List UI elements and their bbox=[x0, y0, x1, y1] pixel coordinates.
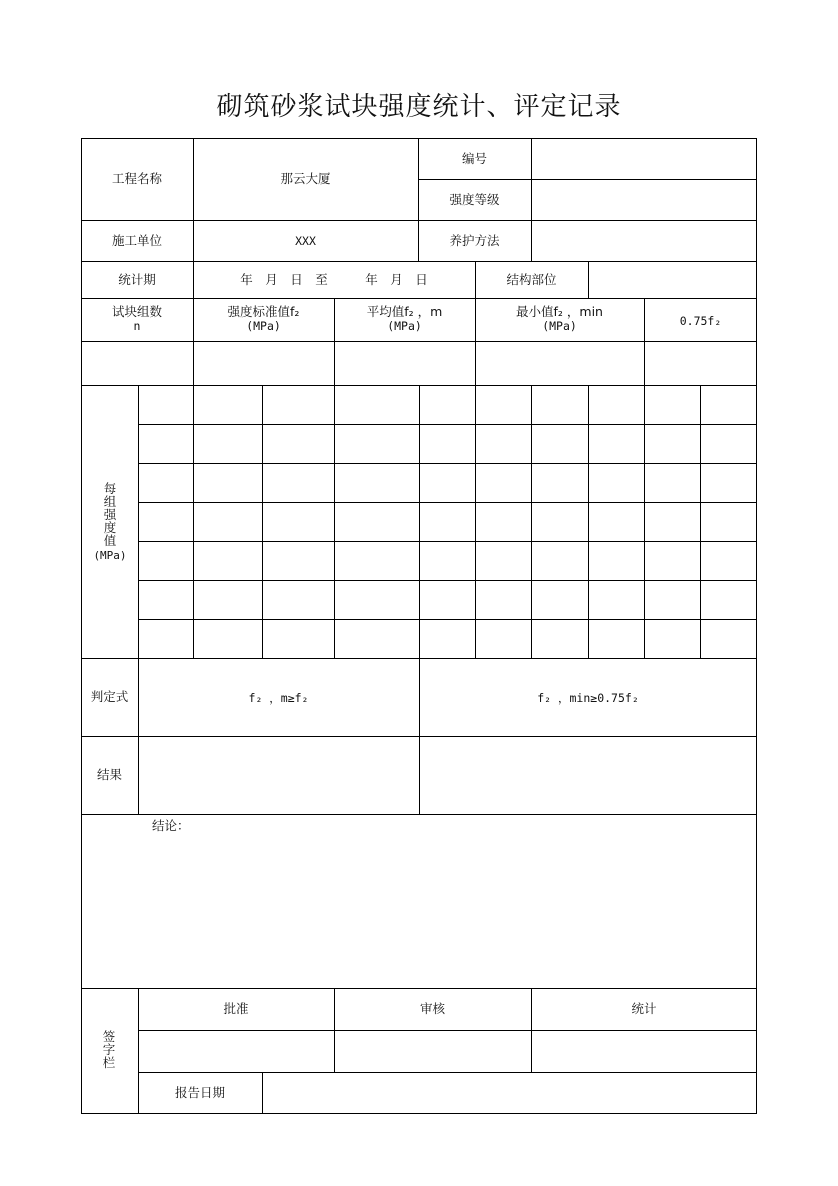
curing-method-label: 养护方法 bbox=[449, 233, 500, 248]
approve-label: 批准 bbox=[223, 1001, 249, 1016]
group-values-label bbox=[85, 482, 135, 562]
min-unit: (MPa) bbox=[542, 319, 577, 333]
mean-label: 平均值f₂ ，m bbox=[366, 304, 443, 319]
review-label: 审核 bbox=[419, 1001, 445, 1016]
construction-unit-value: XXX bbox=[295, 234, 316, 248]
judgement-formula-min: f₂ ，min≥0.75f₂ bbox=[537, 691, 639, 705]
result-label: 结果 bbox=[96, 767, 122, 782]
group-count-unit: n bbox=[133, 319, 141, 333]
min-header bbox=[475, 305, 644, 333]
factor-label: 0.75f₂ bbox=[679, 314, 722, 328]
signature-label-text: 签字栏 bbox=[102, 1029, 116, 1070]
standard-value-header bbox=[193, 305, 334, 333]
min-label: 最小值f₂ ，min bbox=[516, 304, 603, 319]
number-label: 编号 bbox=[461, 151, 487, 166]
group-values-label-text: 每组强度值 bbox=[103, 481, 117, 548]
construction-unit-label: 施工单位 bbox=[111, 233, 162, 248]
project-name-value: 那云大厦 bbox=[280, 171, 331, 186]
report-date-label: 报告日期 bbox=[174, 1085, 225, 1100]
mean-header bbox=[334, 305, 475, 333]
report-date-value[interactable] bbox=[262, 1072, 757, 1114]
group-values-unit: (MPa) bbox=[93, 549, 127, 562]
standard-value-label: 强度标准值f₂ bbox=[227, 304, 300, 319]
standard-value-unit: (MPa) bbox=[246, 319, 281, 333]
stat-period-label: 统计期 bbox=[118, 272, 156, 287]
group-count-label: 试块组数 bbox=[111, 304, 162, 319]
statistics-label: 统计 bbox=[631, 1001, 657, 1016]
signature-label bbox=[101, 1030, 117, 1069]
page-title: 砌筑砂浆试块强度统计、评定记录 bbox=[216, 92, 622, 122]
conclusion-label: 结论： bbox=[152, 818, 190, 833]
judgement-label: 判定式 bbox=[90, 689, 129, 704]
judgement-formula-mean: f₂ ，m≥f₂ bbox=[248, 691, 309, 705]
mean-unit: (MPa) bbox=[387, 319, 422, 333]
structure-part-label: 结构部位 bbox=[506, 272, 557, 287]
group-count-header bbox=[81, 305, 193, 333]
record-form bbox=[81, 138, 757, 1114]
stat-period-text: 年 月 日 至 年 月 日 bbox=[240, 272, 428, 287]
strength-grade-label: 强度等级 bbox=[449, 192, 500, 207]
project-name-label: 工程名称 bbox=[111, 171, 162, 186]
